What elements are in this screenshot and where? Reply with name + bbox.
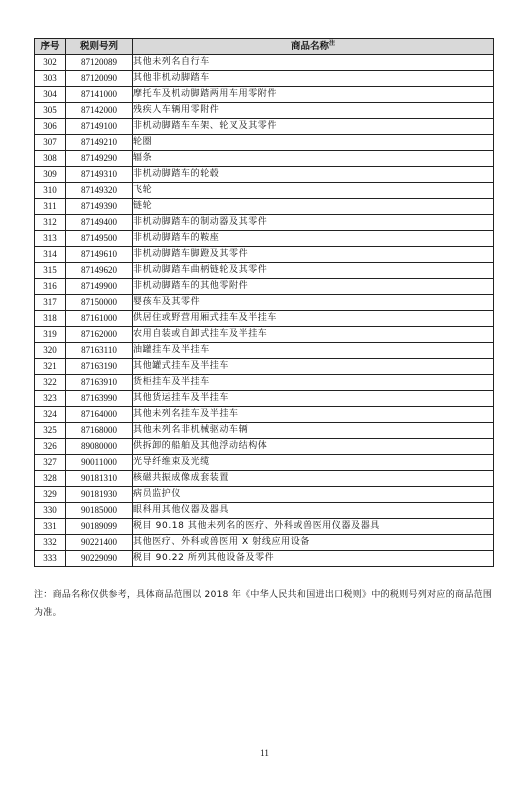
commodity-name-cell: 非机动脚踏车的其他零附件 — [133, 279, 494, 295]
tariff-code-cell: 87120089 — [66, 55, 133, 71]
table-row — [35, 327, 494, 343]
serial-number-cell: 310 — [35, 183, 66, 199]
tariff-code-cell: 87161000 — [66, 311, 133, 327]
tariff-code-cell: 87149610 — [66, 247, 133, 263]
tariff-code-cell: 90221400 — [66, 535, 133, 551]
tariff-code-cell: 87162000 — [66, 327, 133, 343]
commodity-name-cell: 供拆卸的船舶及其他浮动结构体 — [133, 439, 494, 455]
commodity-name-cell: 税目 90.22 所列其他设备及零件 — [133, 551, 494, 567]
commodity-name-cell: 摩托车及机动脚踏两用车用零附件 — [133, 87, 494, 103]
tariff-code-cell: 87149900 — [66, 279, 133, 295]
commodity-name-cell: 眼科用其他仪器及器具 — [133, 503, 494, 519]
table-row — [35, 295, 494, 311]
commodity-name-cell: 其他罐式挂车及半挂车 — [133, 359, 494, 375]
commodity-name-cell: 其他医疗、外科或兽医用 X 射线应用设备 — [133, 535, 494, 551]
tariff-code-cell: 90229090 — [66, 551, 133, 567]
footnote-text: 注：商品名称仅供参考，具体商品范围以 2018 年《中华人民共和国进出口税则》中的税则号列对应的商品范围为准。 — [34, 590, 493, 618]
table-row — [35, 487, 494, 503]
table-row — [35, 167, 494, 183]
tariff-code-cell: 87149290 — [66, 151, 133, 167]
table-row — [35, 519, 494, 535]
header-serial-number: 序号 — [35, 39, 66, 55]
serial-number-cell: 311 — [35, 199, 66, 215]
table-row — [35, 343, 494, 359]
table-row — [35, 359, 494, 375]
commodity-name-cell: 其他未列名挂车及半挂车 — [133, 407, 494, 423]
serial-number-cell: 315 — [35, 263, 66, 279]
tariff-code-cell: 87149620 — [66, 263, 133, 279]
tariff-code-cell: 87149390 — [66, 199, 133, 215]
tariff-code-cell: 87163190 — [66, 359, 133, 375]
table-row — [35, 503, 494, 519]
tariff-code-cell: 87149400 — [66, 215, 133, 231]
table-row — [35, 311, 494, 327]
table-row — [35, 439, 494, 455]
tariff-code-cell: 87150000 — [66, 295, 133, 311]
commodity-name-cell: 链轮 — [133, 199, 494, 215]
commodity-table — [34, 38, 494, 567]
tariff-code-cell: 87149500 — [66, 231, 133, 247]
tariff-code-cell: 87149210 — [66, 135, 133, 151]
tariff-code-cell: 87163990 — [66, 391, 133, 407]
serial-number-cell: 326 — [35, 439, 66, 455]
tariff-code-cell: 90011000 — [66, 455, 133, 471]
serial-number-cell: 307 — [35, 135, 66, 151]
commodity-name-cell: 婴孩车及其零件 — [133, 295, 494, 311]
tariff-code-cell: 87142000 — [66, 103, 133, 119]
commodity-name-cell: 其他未列名自行车 — [133, 55, 494, 71]
serial-number-cell: 316 — [35, 279, 66, 295]
table-row — [35, 247, 494, 263]
commodity-name-cell: 农用自装或自卸式挂车及半挂车 — [133, 327, 494, 343]
tariff-code-cell: 87168000 — [66, 423, 133, 439]
table-row — [35, 151, 494, 167]
tariff-code-cell: 90181930 — [66, 487, 133, 503]
serial-number-cell: 332 — [35, 535, 66, 551]
table-row — [35, 215, 494, 231]
serial-number-cell: 306 — [35, 119, 66, 135]
serial-number-cell: 318 — [35, 311, 66, 327]
serial-number-cell: 319 — [35, 327, 66, 343]
table-row — [35, 471, 494, 487]
serial-number-cell: 313 — [35, 231, 66, 247]
serial-number-cell: 327 — [35, 455, 66, 471]
commodity-name-cell: 其他未列名非机械驱动车辆 — [133, 423, 494, 439]
commodity-name-cell: 税目 90.18 其他未列名的医疗、外科或兽医用仪器及器具 — [133, 519, 494, 535]
table-row — [35, 407, 494, 423]
tariff-code-cell: 87164000 — [66, 407, 133, 423]
commodity-name-cell: 非机动脚踏车的鞍座 — [133, 231, 494, 247]
serial-number-cell: 330 — [35, 503, 66, 519]
table-row — [35, 375, 494, 391]
serial-number-cell: 312 — [35, 215, 66, 231]
serial-number-cell: 314 — [35, 247, 66, 263]
table-header-row — [35, 39, 494, 55]
tariff-code-cell: 89080000 — [66, 439, 133, 455]
tariff-code-cell: 87163110 — [66, 343, 133, 359]
table-row — [35, 199, 494, 215]
table-row — [35, 71, 494, 87]
commodity-name-cell: 其他非机动脚踏车 — [133, 71, 494, 87]
serial-number-cell: 317 — [35, 295, 66, 311]
serial-number-cell: 302 — [35, 55, 66, 71]
serial-number-cell: 331 — [35, 519, 66, 535]
serial-number-cell: 324 — [35, 407, 66, 423]
table-row — [35, 231, 494, 247]
serial-number-cell: 305 — [35, 103, 66, 119]
table-row — [35, 551, 494, 567]
tariff-code-cell: 90181310 — [66, 471, 133, 487]
tariff-code-cell: 90189099 — [66, 519, 133, 535]
serial-number-cell: 322 — [35, 375, 66, 391]
serial-number-cell: 320 — [35, 343, 66, 359]
commodity-name-cell: 病员监护仪 — [133, 487, 494, 503]
tariff-code-cell: 87141000 — [66, 87, 133, 103]
header-tariff-code: 税则号列 — [66, 39, 133, 55]
serial-number-cell: 308 — [35, 151, 66, 167]
serial-number-cell: 303 — [35, 71, 66, 87]
table-row — [35, 263, 494, 279]
commodity-name-cell: 非机动脚踏车脚蹬及其零件 — [133, 247, 494, 263]
serial-number-cell: 333 — [35, 551, 66, 567]
serial-number-cell: 328 — [35, 471, 66, 487]
serial-number-cell: 325 — [35, 423, 66, 439]
commodity-name-cell: 货柜挂车及半挂车 — [133, 375, 494, 391]
tariff-code-cell: 87149100 — [66, 119, 133, 135]
table-row — [35, 391, 494, 407]
table-row — [35, 183, 494, 199]
header-commodity-name — [133, 39, 494, 55]
page-number: 11 — [260, 748, 269, 758]
commodity-name-cell: 核磁共振成像成套装置 — [133, 471, 494, 487]
commodity-name-cell: 非机动脚踏车车架、轮叉及其零件 — [133, 119, 494, 135]
serial-number-cell: 304 — [35, 87, 66, 103]
commodity-name-cell: 辐条 — [133, 151, 494, 167]
table-row — [35, 119, 494, 135]
commodity-name-cell: 供居住或野营用厢式挂车及半挂车 — [133, 311, 494, 327]
table-body — [35, 55, 494, 567]
table-row — [35, 135, 494, 151]
table-row — [35, 423, 494, 439]
serial-number-cell: 309 — [35, 167, 66, 183]
table-row — [35, 279, 494, 295]
serial-number-cell: 321 — [35, 359, 66, 375]
tariff-code-cell: 90185000 — [66, 503, 133, 519]
commodity-name-cell: 其他货运挂车及半挂车 — [133, 391, 494, 407]
tariff-code-cell: 87149320 — [66, 183, 133, 199]
commodity-name-cell: 光导纤维束及光缆 — [133, 455, 494, 471]
tariff-code-cell: 87163910 — [66, 375, 133, 391]
table-row — [35, 535, 494, 551]
table-row — [35, 55, 494, 71]
tariff-code-cell: 87120090 — [66, 71, 133, 87]
table-row — [35, 87, 494, 103]
footnote-marker: 注 — [329, 39, 336, 47]
commodity-name-cell: 残疾人车辆用零附件 — [133, 103, 494, 119]
commodity-name-cell: 飞轮 — [133, 183, 494, 199]
commodity-name-cell: 油罐挂车及半挂车 — [133, 343, 494, 359]
tariff-code-cell: 87149310 — [66, 167, 133, 183]
table-row — [35, 455, 494, 471]
header-commodity-name-text: 商品名称 — [290, 41, 329, 52]
commodity-name-cell: 非机动脚踏车曲柄链轮及其零件 — [133, 263, 494, 279]
serial-number-cell: 323 — [35, 391, 66, 407]
serial-number-cell: 329 — [35, 487, 66, 503]
commodity-name-cell: 轮圈 — [133, 135, 494, 151]
table-row — [35, 103, 494, 119]
commodity-name-cell: 非机动脚踏车的制动器及其零件 — [133, 215, 494, 231]
commodity-name-cell: 非机动脚踏车的轮毂 — [133, 167, 494, 183]
